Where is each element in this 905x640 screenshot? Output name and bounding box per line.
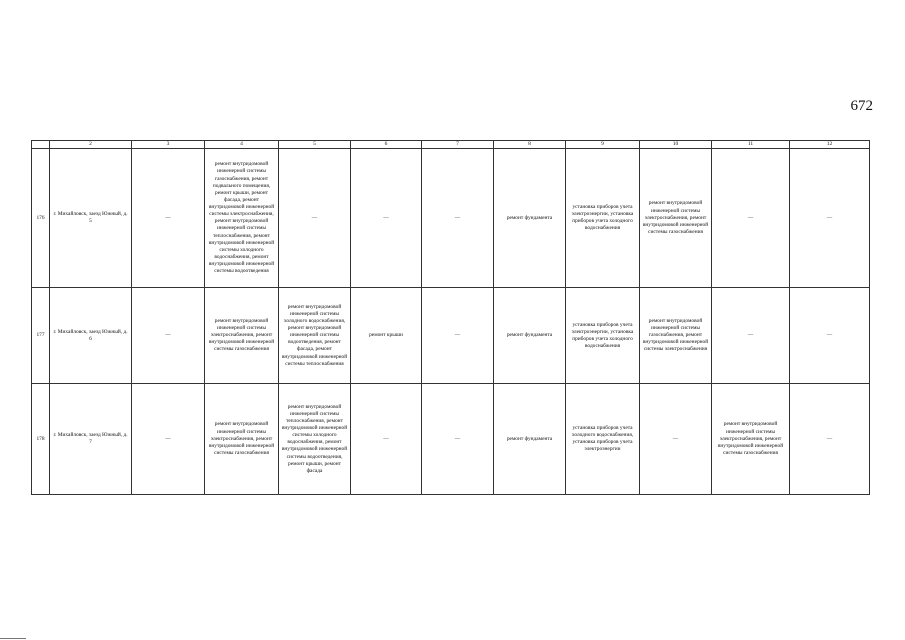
cell-col3: —	[132, 288, 205, 384]
cell-col7: —	[422, 149, 494, 288]
cell-col3: —	[132, 384, 205, 495]
table-row	[32, 288, 870, 384]
page-number: 672	[850, 98, 873, 114]
header-cell-3: 3	[132, 141, 205, 149]
cell-col12: —	[790, 149, 870, 288]
cell-col10: ремонт внутридомовой инженерной системы газоснабжения, ремонт внутридомовой инженерной системы электроснабжения	[640, 288, 712, 384]
cell-col4: ремонт внутридомовой инженерной системы электроснабжения, ремонт внутридомовой инженерной системы газоснабжения	[205, 288, 279, 384]
table-row	[32, 384, 870, 495]
row-number: 177	[32, 288, 50, 384]
cell-col10: —	[640, 384, 712, 495]
cell-col9: установка приборов учета электроэнергии, установка приборов учета холодного водоснабжения	[566, 149, 640, 288]
header-cell-9: 9	[566, 141, 640, 149]
header-cell-1	[32, 141, 50, 149]
cell-col4: ремонт внутридомовой инженерной системы электроснабжения, ремонт внутридомовой инженерной системы газоснабжения	[205, 384, 279, 495]
cell-col4: ремонт внутридомовой инженерной системы газоснабжения, ремонт подвального помещения, ремонт крыши, ремонт фасада, ремонт внутридомовой инженерной системы электроснабжения, ремонт внутридомовой инженерной системы теплоснабжения, ремонт внутридомовой инженерной системы холодного водоснабжения, ремонт внутридомовой инженерной системы водоотведения	[205, 149, 279, 288]
address-cell: г. Михайловск, заезд Южный, д. 6	[50, 288, 132, 384]
cell-col6: ремонт крыши	[351, 288, 422, 384]
cell-col10: ремонт внутридомовой инженерной системы электроснабжения, ремонт внутридомовой инженерной системы газоснабжения	[640, 149, 712, 288]
cell-col3: —	[132, 149, 205, 288]
cell-col6: —	[351, 384, 422, 495]
cell-col8: ремонт фундамента	[494, 149, 566, 288]
header-cell-4: 4	[205, 141, 279, 149]
table-row	[32, 149, 870, 288]
header-cell-6: 6	[351, 141, 422, 149]
scan-edge-mark	[0, 638, 26, 639]
cell-col11: ремонт внутридомовой инженерной системы электроснабжения, ремонт внутридомовой инженерной системы газоснабжения	[712, 384, 790, 495]
cell-col7: —	[422, 384, 494, 495]
address-cell: г. Михайловск, заезд Южный, д. 7	[50, 384, 132, 495]
header-cell-12: 12	[790, 141, 870, 149]
header-cell-10: 10	[640, 141, 712, 149]
cell-col9: установка приборов учета электроэнергии, установка приборов учета холодного водоснабжения	[566, 288, 640, 384]
cell-col5: ремонт внутридомовой инженерной системы холодного водоснабжения, ремонт внутридомовой инженерной системы водоотведения, ремонт фасада, ремонт внутридомовой инженерной системы теплоснабжения	[279, 288, 351, 384]
cell-col12: —	[790, 384, 870, 495]
header-cell-8: 8	[494, 141, 566, 149]
cell-col11: —	[712, 288, 790, 384]
cell-col11: —	[712, 149, 790, 288]
cell-col6: —	[351, 149, 422, 288]
address-cell: г. Михайловск, заезд Южный, д. 5	[50, 149, 132, 288]
row-number: 176	[32, 149, 50, 288]
header-cell-11: 11	[712, 141, 790, 149]
cell-col5: —	[279, 149, 351, 288]
header-row	[32, 141, 870, 149]
cell-col5: ремонт внутридомовой инженерной системы теплоснабжения, ремонт внутридомовой инженерной системы холодного водоснабжения, ремонт внутридомовой инженерной системы водоотведения, ремонт крыши, ремонт фасада	[279, 384, 351, 495]
cell-col12: —	[790, 288, 870, 384]
row-number: 178	[32, 384, 50, 495]
repair-schedule-table	[31, 140, 870, 495]
header-cell-7: 7	[422, 141, 494, 149]
header-cell-2: 2	[50, 141, 132, 149]
cell-col9: установка приборов учета холодного водоснабжения, установка приборов учета электроэнергии	[566, 384, 640, 495]
cell-col7: —	[422, 288, 494, 384]
cell-col8: ремонт фундамента	[494, 384, 566, 495]
header-cell-5: 5	[279, 141, 351, 149]
cell-col8: ремонт фундамента	[494, 288, 566, 384]
